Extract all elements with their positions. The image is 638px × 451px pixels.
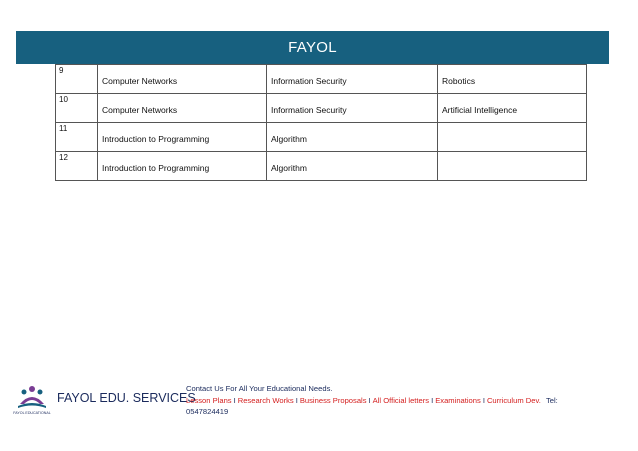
contact-line: Contact Us For All Your Educational Needs. bbox=[186, 384, 333, 393]
page-banner bbox=[16, 31, 609, 64]
table-row bbox=[56, 65, 587, 94]
table-cell: Introduction to Programming bbox=[98, 152, 267, 181]
table-cell: Algorithm bbox=[267, 152, 438, 181]
row-number: 12 bbox=[56, 152, 98, 181]
service-lesson-plans[interactable]: Lesson Plans bbox=[186, 395, 232, 405]
contact-block bbox=[186, 383, 606, 418]
table-cell: Robotics bbox=[438, 65, 587, 94]
page-title: FAYOL bbox=[288, 39, 337, 56]
course-table bbox=[55, 64, 587, 181]
table-cell bbox=[438, 123, 587, 152]
row-number: 10 bbox=[56, 94, 98, 123]
row-number: 11 bbox=[56, 123, 98, 152]
service-curriculum-dev[interactable]: Curriculum Dev. bbox=[486, 395, 541, 405]
brand-name: FAYOL EDU. SERVICES bbox=[57, 391, 196, 405]
table-cell: Information Security bbox=[267, 65, 438, 94]
service-research-works[interactable]: Research Works bbox=[237, 395, 294, 405]
page-footer bbox=[0, 378, 638, 428]
table-cell: Introduction to Programming bbox=[98, 123, 267, 152]
services-line: Lesson Plans I Research Works I Business Proposals I All Official letters I Examinations I Curriculum Dev. Tel: bbox=[186, 395, 558, 405]
table-cell: Information Security bbox=[267, 94, 438, 123]
service-business-proposals[interactable]: Business Proposals bbox=[299, 395, 367, 405]
table-cell: Artificial Intelligence bbox=[438, 94, 587, 123]
table-cell: Computer Networks bbox=[98, 94, 267, 123]
tel-label: Tel: bbox=[545, 395, 558, 405]
table-cell bbox=[438, 152, 587, 181]
table-row bbox=[56, 152, 587, 181]
table-cell: Computer Networks bbox=[98, 65, 267, 94]
service-examinations[interactable]: Examinations bbox=[435, 395, 481, 405]
table-row bbox=[56, 123, 587, 152]
logo-caption: FAYOL EDUCATIONAL bbox=[13, 411, 51, 415]
fayol-logo bbox=[10, 384, 54, 416]
phone-number: 0547824419 bbox=[186, 407, 229, 416]
row-number: 9 bbox=[56, 65, 98, 94]
table-cell: Algorithm bbox=[267, 123, 438, 152]
service-official-letters[interactable]: All Official letters bbox=[372, 395, 430, 405]
table-row bbox=[56, 94, 587, 123]
